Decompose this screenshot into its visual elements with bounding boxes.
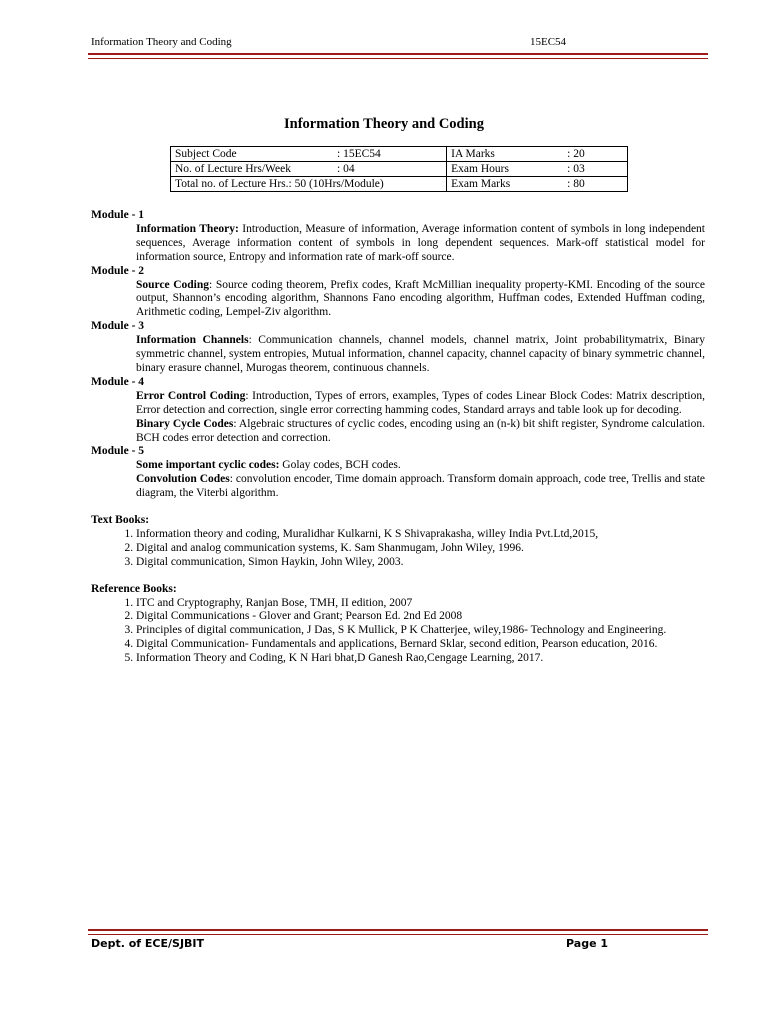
reference-books-list <box>91 597 705 667</box>
header-course-title: Information Theory and Coding <box>91 36 232 48</box>
module-title: Module - 1 <box>91 209 145 221</box>
table-cell <box>171 162 447 177</box>
module-section <box>91 265 705 321</box>
module-title: Module - 5 <box>91 445 145 458</box>
footer-department: Dept. of ECE/SJBIT <box>91 937 205 950</box>
table-cell <box>447 147 628 162</box>
cell-label: Subject Code <box>175 148 237 160</box>
topic-text: : Algebraic structures of cyclic codes, encoding using an (n-k) bit shift register, Syndrome calculation. BCH codes error detection and correction. <box>136 417 705 444</box>
topic-text: : Communication channels, channel models, channel matrix, Joint probabilitymatrix, Binary symmetric channel, system entropies, Mutual information, channel capacity, channel capacity of binary symmetric channel, binary erasure channel, Murogas theorem, continuous channels. <box>136 334 705 374</box>
syllabus-content <box>91 209 705 666</box>
topic-heading: Source Coding <box>136 278 210 291</box>
module-title: Module - 3 <box>91 320 145 333</box>
topic-heading: Convolution Codes <box>136 473 230 486</box>
list-item: 1. ITC and Cryptography, Ranjan Bose, TMH, II edition, 2007 <box>136 597 705 611</box>
module-description <box>91 279 705 321</box>
cell-label: Exam Marks <box>451 178 511 190</box>
module-description <box>91 334 705 376</box>
module-description <box>91 418 705 446</box>
topic-text: : Source coding theorem, Prefix codes, Kraft McMillian inequality property-KMI. Encoding of the source output, Shannon’s encoding algorithm, Shannons Fano encoding algorithm, Huffman codes, Extended Huffman coding, Arithmetic coding, Lempel-Ziv algorithm. <box>136 278 705 319</box>
topic-heading: Information Theory: <box>136 222 239 235</box>
module-section <box>91 445 705 501</box>
module-description <box>91 459 705 473</box>
module-description <box>91 473 705 501</box>
list-item: 3. Digital communication, Simon Haykin, John Wiley, 2003. <box>136 556 705 570</box>
module-title: Module - 2 <box>91 264 145 277</box>
topic-heading: Some important cyclic codes: <box>136 459 280 472</box>
topic-heading: Binary Cycle Codes <box>136 417 234 430</box>
module-title: Module - 4 <box>91 375 145 388</box>
cell-label: IA Marks <box>451 148 495 160</box>
list-item: 2. Digital Communications - Glover and Grant; Pearson Ed. 2nd Ed 2008 <box>136 610 705 624</box>
module-section <box>91 320 705 376</box>
module-section <box>91 376 705 446</box>
subject-info-table <box>170 146 628 192</box>
footer-rule <box>88 929 708 931</box>
topic-heading: Information Channels <box>136 334 249 347</box>
page-title: Information Theory and Coding <box>284 116 484 132</box>
topic-text: : convolution encoder, Time domain approach. Transform domain approach, code tree, Trellis and state diagram, the Viterbi algorithm. <box>136 473 705 500</box>
list-item: 2. Digital and analog communication systems, K. Sam Shanmugam, John Wiley, 1996. <box>136 542 705 556</box>
header-course-code: 15EC54 <box>530 36 567 48</box>
cell-value: : 20 <box>567 148 585 160</box>
cell-value: : 80 <box>567 178 585 190</box>
module-description <box>91 390 705 418</box>
cell-value: : 03 <box>567 163 585 175</box>
module-description <box>91 223 705 265</box>
topic-text: Golay codes, BCH codes. <box>279 459 401 472</box>
table-cell <box>171 177 447 192</box>
header-rule <box>88 53 708 55</box>
cell-value: : 15EC54 <box>337 148 381 160</box>
cell-label: No. of Lecture Hrs/Week <box>175 163 291 175</box>
text-books-list <box>91 528 705 570</box>
table-row <box>171 162 628 177</box>
cell-label: Total no. of Lecture Hrs.: 50 (10Hrs/Module) <box>175 178 384 190</box>
list-item: 4. Digital Communication- Fundamentals and applications, Bernard Sklar, second edition, Pearson education, 2016. <box>136 638 705 652</box>
footer-page-number: Page 1 <box>566 937 609 950</box>
topic-heading: Error Control Coding <box>136 389 246 402</box>
cell-value: : 04 <box>337 163 355 175</box>
cell-label: Exam Hours <box>451 163 509 175</box>
reference-books-title: Reference Books: <box>91 582 177 595</box>
text-books-title: Text Books: <box>91 514 150 527</box>
list-item: 1. Information theory and coding, Muralidhar Kulkarni, K S Shivaprakasha, willey India Pvt.Ltd,2015, <box>136 528 705 542</box>
topic-text: Introduction, Measure of information, Average information content of symbols in long independent sequences, Average information content of symbols in long dependent sequences. Mark-off statistical model for information source, Entropy and information rate of mark-off source. <box>136 222 706 263</box>
topic-text: : Introduction, Types of errors, examples, Types of codes Linear Block Codes: Matrix description, Error detection and correction, single error correcting hamming codes, Standard arrays and table look up for decoding. <box>136 389 705 416</box>
list-item: 5. Information Theory and Coding, K N Hari bhat,D Ganesh Rao,Cengage Learning, 2017. <box>136 652 705 666</box>
table-row <box>171 177 628 192</box>
table-cell <box>447 177 628 192</box>
table-cell <box>447 162 628 177</box>
table-cell <box>171 147 447 162</box>
table-row <box>171 147 628 162</box>
footer-rule-thin <box>88 934 708 935</box>
module-section <box>91 209 705 265</box>
list-item: 3. Principles of digital communication, J Das, S K Mullick, P K Chatterjee, wiley,1986- Technology and Engineering. <box>136 624 705 638</box>
header-rule-thin <box>88 58 708 59</box>
